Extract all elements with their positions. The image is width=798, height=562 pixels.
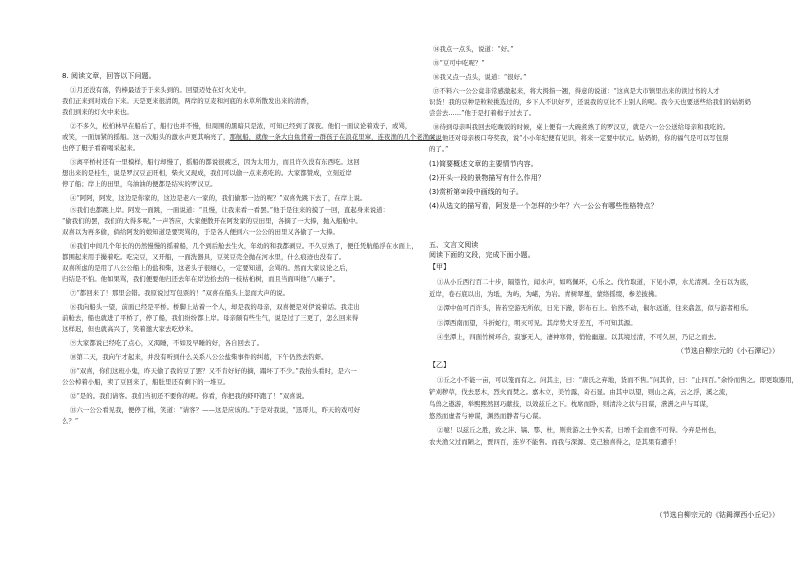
left-text-line: ④“阿阿，阿发，这边是你家的，这边是老六一家的，我们偷那一边的呢？”双喜先跳下去了，在岸上说。 — [70, 194, 367, 202]
right-text-line: 农夫渔父过而陋之，贾四百，连岁不能售。而我与深源、克己独喜得之，是其果有遭乎！ — [429, 438, 681, 446]
right-text-line: 铲刈秽草，伐去恶木，烈火而焚之。嘉木立，美竹露，奇石显。由其中以望，则山之高，云之浮，溪之流， — [429, 388, 732, 396]
right-text-line: 五、文言文阅读 — [429, 241, 479, 249]
right-text-line: ②噫！以兹丘之胜，致之沣、镐、鄠、杜，则贵游之士争买者，日增千金而愈不可得。今弃是州也， — [437, 426, 721, 434]
left-text-line: ⑫“是的。我们请客。我们当初还不要你的呢。你看，你把我的虾吓跑了！”双喜说。 — [70, 392, 309, 400]
left-text-line: ⑬六一公公看见我，便停了楫，笑道：“请客？——这是应该的。”于是对我说，“迅哥儿，昨天的戏可好 — [70, 406, 361, 414]
right-text-line: ⑱待到母亲叫我回去吃晚饭的时候，桌上便有一大碗煮熟了的罗汉豆，就是六一公公送给母亲和我吃的。 — [433, 123, 730, 131]
right-column — [425, 0, 798, 562]
left-text-line: “偷我们的罢，我们的大得多呢。”一声答应，大家便散开在阿发家的豆田里，各摘了一大捧，抛入船舱中。 — [62, 217, 362, 225]
right-text-line: (2)开头一段的景物描写有什么作用？ — [429, 174, 545, 182]
left-text-line: 我们到来的灯火中来也。 — [62, 108, 133, 116]
right-text-line: ④坐潭上，四面竹树环合，寂寥无人，凄神寒骨，悄怆幽邃。以其境过清，不可久居，乃记之而去。 — [437, 333, 721, 341]
left-text-line: ③离平桥村还有一里模样，船行却慢了，摇船的都说很疲乏，因为太用力，而且许久没有东西吃。这回 — [70, 158, 360, 166]
right-text-line: (3)赏析第②段中画线的句子。 — [429, 188, 523, 196]
left-text-line: 归结是不怕。他如果骂，我们便要他归还去年在岸边拾去的一枝枯桕树，而且当面叫他“八癞子”。 — [62, 275, 340, 283]
left-text-line: 双喜以为再多偷，倘给阿发的娘知道是要哭骂的，于是各人便到六一公公的田里又各偷了一大捧。 — [62, 228, 339, 236]
right-text-line: ⑭我点一点头，说道：“好。” — [433, 45, 514, 53]
right-text-line: ①从小丘西行百二十步，隔篁竹，闻水声，如鸣佩环，心乐之。伐竹取道，下见小潭，水尤清冽。全石以为底， — [437, 278, 753, 286]
left-text-line: 停了船；岸上的田里，乌油油的便都是结实的罗汉豆。 — [62, 180, 217, 188]
left-text-line: ②不多久，松柏林早在船后了，船行也并不慢，但周围的黑暗只是浓，可知已经到了深夜。他们一面议论着戏子，或骂， — [70, 122, 412, 130]
left-text-line: ①月还没有落，钓棒最适于于来头到的。回望迈处在灯火光中， — [70, 86, 251, 94]
left-text-line: 都围起来用手撮着吃。吃完豆，又开船，一面洗器具，豆荚豆壳全抛在河水里，什么痕迹也没有了。 — [62, 253, 346, 261]
left-text-line: 前舱去，船也就进了平桥了，停了船，我们纷纷都上岸。母亲颇有些生气，说是过了三更了，怎么回来得 — [62, 314, 359, 322]
right-text-line: 尝尝去……”他于是打着楫子过去了。 — [429, 109, 536, 117]
right-text-line: ⑰不料六一公公竟非常感激起来，将大拇指一翘，得意的说道：“这真是大市镇里出来的读过书的人才 — [433, 87, 720, 95]
binding-margin — [2, 0, 28, 562]
right-text-line: 阅读下面的文段，完成下面小题。 — [429, 251, 535, 259]
left-text-line: ⑪“双喜，你们这班小鬼，昨天偷了我的豆了罢？又不肯好好的摘，蹋坏了不少。”我抬头看时，是六一 — [70, 367, 357, 375]
left-text-line: ⑥我们中间几个年长的仍然慢慢的摇着船，几个到后舱去生火，年幼的和我都剥豆。不久豆熟了，便任凭航船浮在水面上， — [70, 242, 418, 250]
left-text-line: ⑤我们也都跳上岸。阿发一面跳，一面说道：“且慢，让我来看一看罢。”他于是往来的摸了一回，直起身来说道： — [70, 206, 390, 214]
right-text-line: ②潭中鱼可百许头，皆若空游无所依，日光下澈，影布石上。佁然不动，俶尔远逝，往来翕忽，似与游者相乐。 — [437, 304, 753, 312]
right-text-line: 鸟兽之遨游，举熙熙然回巧献技，以效兹丘之下。枕席而卧，则清泠之状与目谋，瀯瀯之声与耳谋， — [429, 400, 713, 408]
right-text-line: ①丘之小不能一亩，可以笼而有之。问其主，曰：“唐氏之弃地，货而不售。”问其价，曰：“止四百。”余怜而售之。即更取器用， — [437, 376, 798, 384]
right-text-line: （节选自柳宗元的《钴鉧潭西小丘记》） — [655, 511, 779, 519]
left-text-line: ⑦“都回来了！那里会错。我原说过写包票的！”双喜在船头上忽而大声的说。 — [70, 289, 290, 297]
right-text-line: 【乙】 — [429, 361, 451, 369]
right-text-line: 的了。” — [429, 145, 449, 153]
right-text-line: ⑮“豆可中吃呢？” — [433, 59, 485, 67]
right-text-line: （节选自柳宗元的《小石潭记》） — [676, 347, 779, 355]
left-text-line: 8. 阅读文章，回答以下问题。 — [62, 72, 156, 80]
right-text-line: (4)从选文的描写看，阿发是一个怎样的少年？六一公公有哪些性格特点？ — [429, 202, 658, 210]
left-text-line: 想出来的是桂生，说是罗汉豆正旺相，柴火又现成，我们可以偷一点来煮吃的。大家都赞成，立刻近岸 — [62, 169, 352, 177]
left-text-line: 双喜所虑的是用了八公公船上的盐和柴，这老头子很细心，一定要知道，会骂的。然而大家议论之后， — [62, 264, 352, 272]
underlined-sentence: 那航船，就像一条大白鱼背着一群孩子在浪花里窜，连夜渔的几个老渔父， — [229, 133, 443, 141]
right-text-line: (1)简要概述文章的主要情节内容。 — [429, 160, 538, 168]
left-text-line: 或笑，一面加紧的摇船。这一次船头的激水声更其响亮了，那航船，就像一条大白鱼背着一群孩子在浪花里窜，连夜渔的几个老渔父， — [62, 133, 443, 141]
left-text-line: ⑩第二天，我向午才起来，并没有听到什么关系八公公盐柴事件的纠葛，下午仍然去钓虾。 — [70, 353, 328, 361]
left-text-line: 也停了艇子看着喝采起来。 — [62, 144, 140, 152]
left-text-line: 么？” — [62, 417, 79, 425]
left-text-line: 这样迟，但也就高兴了，笑着邀大家去吃炒米。 — [62, 325, 198, 333]
right-text-line: ③潭西南而望，斗折蛇行，明灭可见。其岸势犬牙差互，不可知其源。 — [437, 319, 637, 327]
right-text-line: 悠然而虚者与神谋，渊然而静者与心谋。 — [429, 412, 545, 420]
right-text-line: 听说他还对母亲极口夸奖我，说“小小年纪便有见识，将来一定要中状元。姑奶奶，你的福气是可以写包票 — [429, 134, 729, 142]
left-text-line: ⑨大家都说已经吃了点心，又渴睡，不如及早睡的好，各自回去了。 — [70, 339, 264, 347]
left-text-line: 我们正来到对戏台下来。天是更来很清朗，两岸的豆麦和河底的水草所散发出来的清香， — [62, 97, 314, 105]
right-text-line: 【甲】 — [429, 263, 451, 271]
right-text-line: 近岸，卷石底以出，为坻，为屿，为嵁，为岩。青树翠蔓，蒙络摇缀，参差披拂。 — [429, 290, 661, 298]
left-text-line: ⑧我向船头一望，前面已经是平桥。桥脚上站着一个人，却是我的母亲，双喜便是对伊说着话。我走出 — [70, 303, 360, 311]
right-text-line: 识货！我的豆种是粒粒挑选过的，乡下人不识好歹，还说我的豆比不上别人的呢。我今天也要送些给我们的姑奶奶 — [429, 98, 752, 106]
right-text-line: ⑯我又点一点头，说道：“很好。” — [433, 73, 527, 81]
left-text-line: 公公棹着小船，卖了豆回来了，船肚里还有剩下的一堆豆。 — [62, 378, 230, 386]
